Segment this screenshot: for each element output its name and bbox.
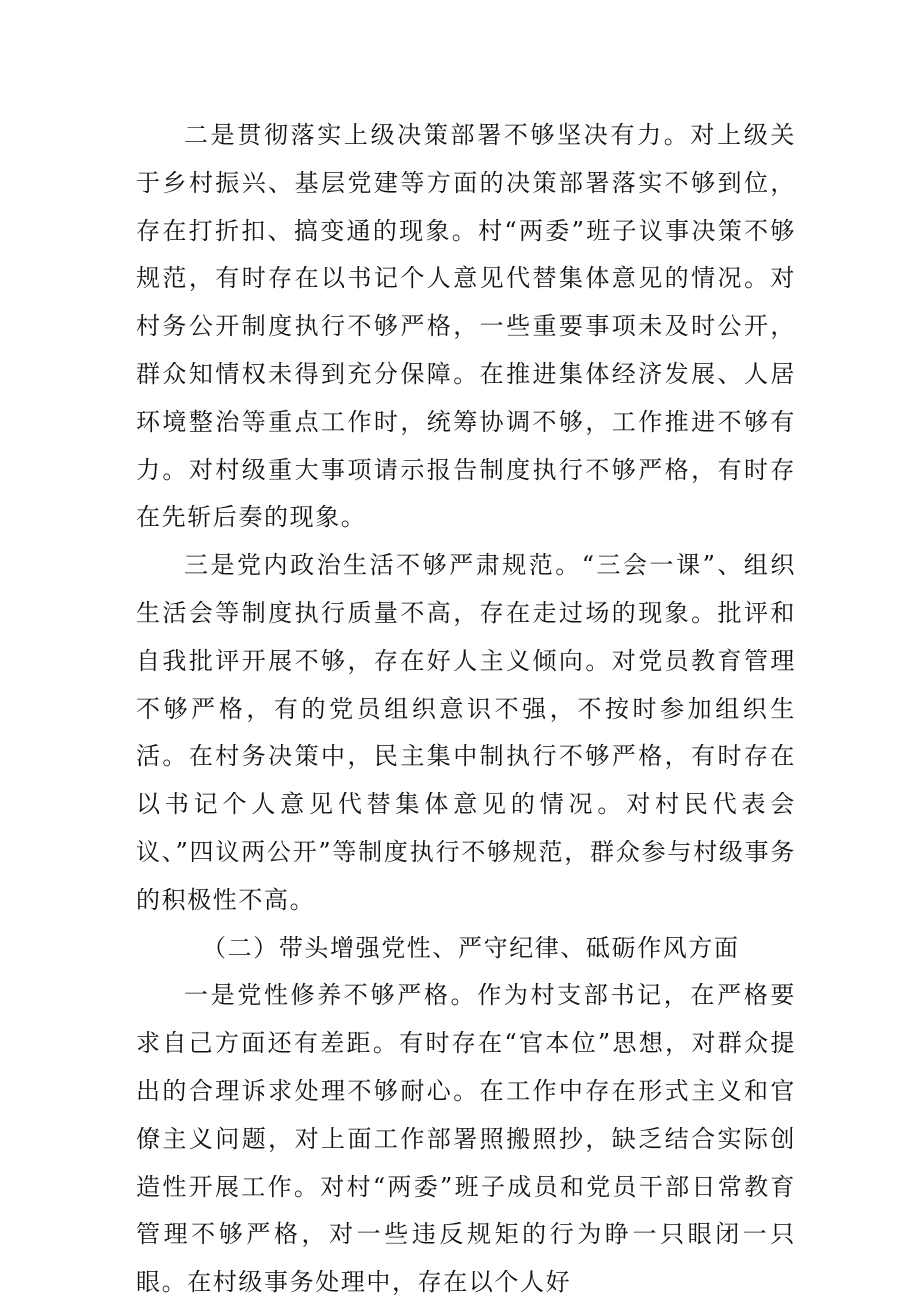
paragraph-third-point: 三是党内政治生活不够严肃规范。“三会一课”、组织生活会等制度执行质量不高，存在走过场的现象。批评和自我批评开展不够，存在好人主义倾向。对党员教育管理不够严格，有的党员组织意识不强，不按时参加组织生活。在村务决策中，民主集中制执行不够严格，有时存在以书记个人意见代替集体意见的情况。对村民代表会议、”四议两公开”等制度执行不够规范，群众参与村级事务的积极性不高。 [136,551,796,914]
document-body [136,112,796,1307]
paragraph-first-point: 一是党性修养不够严格。作为村支部书记，在严格要求自己方面还有差距。有时存在“官本位”思想，对群众提出的合理诉求处理不够耐心。在工作中存在形式主义和官僚主义问题，对上面工作部署照搬照抄，缺乏结合实际创造性开展工作。对村“两委”班子成员和党员干部日常教育管理不够严格，对一些违反规矩的行为睁一只眼闭一只眼。在村级事务处理中，存在以个人好 [136,981,796,1297]
section-subheading: （二）带头增强党性、严守纪律、砥砺作风方面 [202,933,740,962]
paragraph-second-point: 二是贯彻落实上级决策部署不够坚决有力。对上级关于乡村振兴、基层党建等方面的决策部署落实不够到位，存在打折扣、搞变通的现象。村“两委”班子议事决策不够规范，有时存在以书记个人意见代替集体意见的情况。对村务公开制度执行不够严格，一些重要事项未及时公开，群众知情权未得到充分保障。在推进集体经济发展、人居环境整治等重点工作时，统筹协调不够，工作推进不够有力。对村级重大事项请示报告制度执行不够严格，有时存在先斩后奏的现象。 [136,121,796,532]
